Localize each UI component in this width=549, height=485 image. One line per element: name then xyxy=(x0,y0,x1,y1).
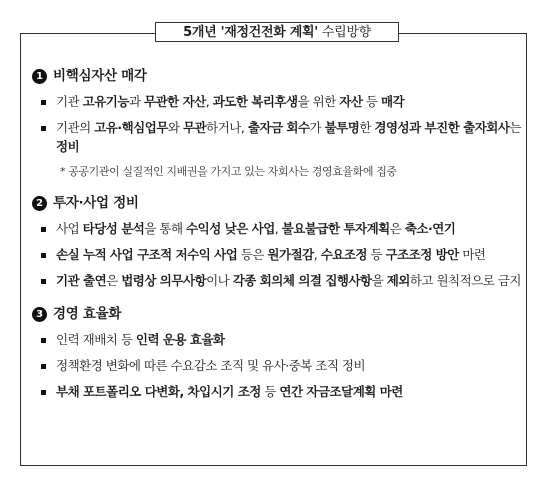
text-run: 가 xyxy=(309,120,325,135)
text-run: 과 xyxy=(128,94,144,109)
section-number-badge: 2 xyxy=(32,196,47,211)
text-run: 등은 xyxy=(237,247,268,262)
text-run: 등 xyxy=(367,247,386,262)
text-run: 정책환경 변화에 따른 수요감소 조직 및 유사·중복 조직 정비 xyxy=(56,358,366,373)
section-title xyxy=(32,302,522,322)
text-run: 와 xyxy=(167,120,183,135)
text-run: 수익성 낮은 사업 xyxy=(186,221,275,236)
text-run: 축소·연기 xyxy=(404,221,456,236)
text-run: 기관 출연 xyxy=(56,273,107,288)
text-run: 인력 재배치 등 xyxy=(56,332,136,347)
text-run: 연간 자금조달계획 마련 xyxy=(279,384,403,399)
section-title-text: 투자·사업 정비 xyxy=(53,195,139,211)
text-run: 사업 xyxy=(56,221,83,236)
text-run: 출자금 회수 xyxy=(247,120,310,135)
list-item xyxy=(40,219,522,238)
footnote: * 공공기관이 실질적인 지배권을 가지고 있는 자회사는 경영효율화에 집중 xyxy=(60,165,397,178)
text-run: 매각 xyxy=(380,94,405,109)
text-run: 기관의 xyxy=(56,120,95,135)
text-run: 타당성 분석 xyxy=(82,221,145,236)
text-run: 경영성과 부진한 출자회사 xyxy=(374,120,510,135)
text-run: 법령상 의무사항 xyxy=(121,273,207,288)
section-title-text: 경영 효율화 xyxy=(53,306,122,322)
text-run: 이나 xyxy=(206,273,233,288)
list-item xyxy=(40,92,522,111)
section-3 xyxy=(32,302,522,401)
text-run: 고유·핵심업무 xyxy=(94,120,168,135)
text-run: 등 xyxy=(260,384,280,399)
list-item xyxy=(40,330,522,349)
text-run: 을 위한 xyxy=(297,94,340,109)
text-run: 원가절감 xyxy=(267,247,314,262)
section-title xyxy=(32,191,522,211)
section-2 xyxy=(32,191,522,290)
list-item xyxy=(40,245,522,264)
section-number-badge: 3 xyxy=(32,307,47,322)
text-run: 는 xyxy=(509,120,522,135)
text-run: 하거나, xyxy=(206,120,248,135)
title-bold: 5개년 '재정건전화 계획' xyxy=(183,25,318,40)
content xyxy=(32,52,522,413)
text-run: 인력 운용 효율화 xyxy=(135,332,225,347)
title-plain: 수립방향 xyxy=(318,25,371,40)
text-run: 기관 xyxy=(56,94,83,109)
text-run: 과도한 복리후생 xyxy=(212,94,298,109)
text-run: 무관 xyxy=(182,120,207,135)
text-run: , xyxy=(205,94,213,109)
list-item xyxy=(40,382,522,401)
list-item xyxy=(40,271,522,290)
text-run: 한 xyxy=(359,120,375,135)
text-run: , xyxy=(313,247,321,262)
text-run: 등 xyxy=(362,94,381,109)
text-run: 은 xyxy=(106,273,122,288)
section-number-badge: 1 xyxy=(32,69,47,84)
text-run: 정비 xyxy=(56,139,80,154)
page-title xyxy=(155,22,399,42)
text-run: 손실 누적 사업 구조적 저수익 사업 xyxy=(56,247,238,262)
list-item xyxy=(40,118,522,156)
section-title xyxy=(32,64,522,84)
text-run: , xyxy=(274,221,282,236)
text-run: 불요불급한 투자계획 xyxy=(281,221,390,236)
text-run: 마련 xyxy=(458,247,486,262)
text-run: 구조조정 방안 xyxy=(385,247,459,262)
list-item xyxy=(40,356,522,375)
text-run: 수요조정 xyxy=(320,247,367,262)
text-run: 고유기능 xyxy=(82,94,129,109)
text-run: 하고 원칙적으로 금지 xyxy=(409,273,521,288)
text-run: 을 통해 xyxy=(144,221,187,236)
text-run: 부채 포트폴리오 다변화, 차입시기 조정 xyxy=(56,384,261,399)
section-title-text: 비핵심자산 매각 xyxy=(53,68,147,84)
text-run: 무관한 자산 xyxy=(144,94,206,109)
text-run: 각종 회의체 의결 집행사항 xyxy=(232,273,372,288)
text-run: 자산 xyxy=(339,94,363,109)
text-run: 제외 xyxy=(386,273,410,288)
text-run: 은 xyxy=(389,221,405,236)
text-run: 을 xyxy=(371,273,387,288)
section-1 xyxy=(32,64,522,179)
text-run: 불투명 xyxy=(324,120,360,135)
